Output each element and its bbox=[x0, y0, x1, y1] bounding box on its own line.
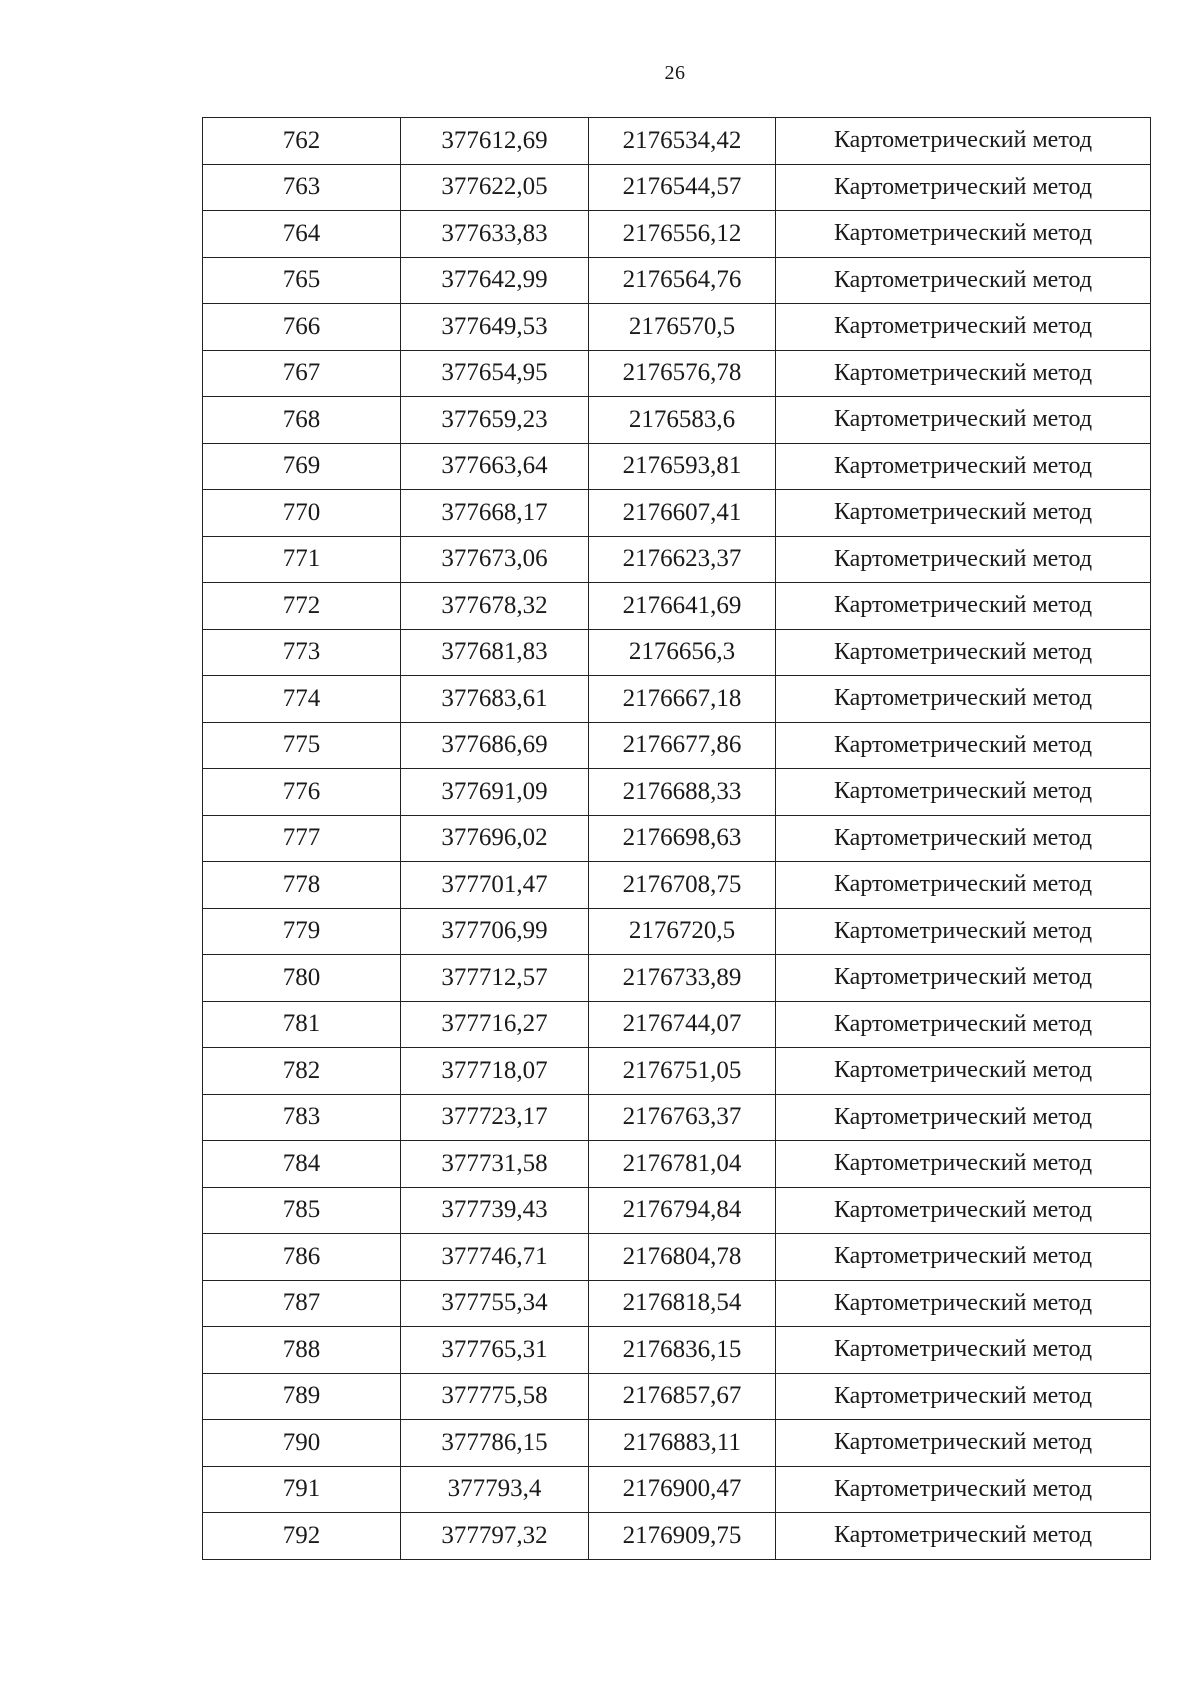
point-number-cell: 782 bbox=[203, 1048, 401, 1095]
x-coordinate-cell: 377681,83 bbox=[401, 629, 589, 676]
method-cell: Картометрический метод bbox=[776, 862, 1151, 909]
point-number-cell: 783 bbox=[203, 1094, 401, 1141]
table-row bbox=[203, 1234, 1151, 1281]
y-coordinate-cell: 2176623,37 bbox=[589, 536, 776, 583]
y-coordinate-cell: 2176751,05 bbox=[589, 1048, 776, 1095]
table-row bbox=[203, 1141, 1151, 1188]
y-coordinate-cell: 2176583,6 bbox=[589, 397, 776, 444]
method-cell: Картометрический метод bbox=[776, 1420, 1151, 1467]
table-row bbox=[203, 1327, 1151, 1374]
y-coordinate-cell: 2176818,54 bbox=[589, 1280, 776, 1327]
point-number-cell: 777 bbox=[203, 815, 401, 862]
method-cell: Картометрический метод bbox=[776, 815, 1151, 862]
y-coordinate-cell: 2176593,81 bbox=[589, 443, 776, 490]
x-coordinate-cell: 377696,02 bbox=[401, 815, 589, 862]
table-row bbox=[203, 629, 1151, 676]
point-number-cell: 772 bbox=[203, 583, 401, 630]
point-number-cell: 780 bbox=[203, 955, 401, 1002]
table-row bbox=[203, 211, 1151, 258]
method-cell: Картометрический метод bbox=[776, 1048, 1151, 1095]
table-row bbox=[203, 304, 1151, 351]
method-cell: Картометрический метод bbox=[776, 536, 1151, 583]
table-row bbox=[203, 257, 1151, 304]
x-coordinate-cell: 377654,95 bbox=[401, 350, 589, 397]
point-number-cell: 785 bbox=[203, 1187, 401, 1234]
y-coordinate-cell: 2176667,18 bbox=[589, 676, 776, 723]
point-number-cell: 766 bbox=[203, 304, 401, 351]
point-number-cell: 779 bbox=[203, 908, 401, 955]
x-coordinate-cell: 377678,32 bbox=[401, 583, 589, 630]
x-coordinate-cell: 377755,34 bbox=[401, 1280, 589, 1327]
method-cell: Картометрический метод bbox=[776, 676, 1151, 723]
method-cell: Картометрический метод bbox=[776, 1280, 1151, 1327]
y-coordinate-cell: 2176720,5 bbox=[589, 908, 776, 955]
y-coordinate-cell: 2176781,04 bbox=[589, 1141, 776, 1188]
y-coordinate-cell: 2176656,3 bbox=[589, 629, 776, 676]
point-number-cell: 769 bbox=[203, 443, 401, 490]
coordinates-table-body bbox=[203, 118, 1151, 1560]
point-number-cell: 788 bbox=[203, 1327, 401, 1374]
x-coordinate-cell: 377731,58 bbox=[401, 1141, 589, 1188]
table-row bbox=[203, 1466, 1151, 1513]
point-number-cell: 770 bbox=[203, 490, 401, 537]
y-coordinate-cell: 2176534,42 bbox=[589, 118, 776, 165]
x-coordinate-cell: 377786,15 bbox=[401, 1420, 589, 1467]
x-coordinate-cell: 377797,32 bbox=[401, 1513, 589, 1560]
y-coordinate-cell: 2176570,5 bbox=[589, 304, 776, 351]
y-coordinate-cell: 2176698,63 bbox=[589, 815, 776, 862]
table-row bbox=[203, 1001, 1151, 1048]
method-cell: Картометрический метод bbox=[776, 908, 1151, 955]
x-coordinate-cell: 377622,05 bbox=[401, 164, 589, 211]
point-number-cell: 771 bbox=[203, 536, 401, 583]
point-number-cell: 775 bbox=[203, 722, 401, 769]
table-row bbox=[203, 164, 1151, 211]
y-coordinate-cell: 2176763,37 bbox=[589, 1094, 776, 1141]
y-coordinate-cell: 2176794,84 bbox=[589, 1187, 776, 1234]
method-cell: Картометрический метод bbox=[776, 1373, 1151, 1420]
x-coordinate-cell: 377649,53 bbox=[401, 304, 589, 351]
method-cell: Картометрический метод bbox=[776, 1094, 1151, 1141]
x-coordinate-cell: 377683,61 bbox=[401, 676, 589, 723]
x-coordinate-cell: 377765,31 bbox=[401, 1327, 589, 1374]
point-number-cell: 781 bbox=[203, 1001, 401, 1048]
method-cell: Картометрический метод bbox=[776, 769, 1151, 816]
method-cell: Картометрический метод bbox=[776, 583, 1151, 630]
table-row bbox=[203, 908, 1151, 955]
table-row bbox=[203, 118, 1151, 165]
y-coordinate-cell: 2176836,15 bbox=[589, 1327, 776, 1374]
method-cell: Картометрический метод bbox=[776, 955, 1151, 1002]
x-coordinate-cell: 377686,69 bbox=[401, 722, 589, 769]
point-number-cell: 778 bbox=[203, 862, 401, 909]
method-cell: Картометрический метод bbox=[776, 118, 1151, 165]
table-row bbox=[203, 536, 1151, 583]
point-number-cell: 767 bbox=[203, 350, 401, 397]
table-row bbox=[203, 1420, 1151, 1467]
method-cell: Картометрический метод bbox=[776, 350, 1151, 397]
y-coordinate-cell: 2176576,78 bbox=[589, 350, 776, 397]
y-coordinate-cell: 2176857,67 bbox=[589, 1373, 776, 1420]
y-coordinate-cell: 2176883,11 bbox=[589, 1420, 776, 1467]
x-coordinate-cell: 377663,64 bbox=[401, 443, 589, 490]
method-cell: Картометрический метод bbox=[776, 397, 1151, 444]
y-coordinate-cell: 2176900,47 bbox=[589, 1466, 776, 1513]
y-coordinate-cell: 2176677,86 bbox=[589, 722, 776, 769]
y-coordinate-cell: 2176909,75 bbox=[589, 1513, 776, 1560]
y-coordinate-cell: 2176564,76 bbox=[589, 257, 776, 304]
method-cell: Картометрический метод bbox=[776, 211, 1151, 258]
point-number-cell: 792 bbox=[203, 1513, 401, 1560]
x-coordinate-cell: 377746,71 bbox=[401, 1234, 589, 1281]
table-row bbox=[203, 1373, 1151, 1420]
point-number-cell: 768 bbox=[203, 397, 401, 444]
point-number-cell: 784 bbox=[203, 1141, 401, 1188]
table-row bbox=[203, 1280, 1151, 1327]
y-coordinate-cell: 2176804,78 bbox=[589, 1234, 776, 1281]
method-cell: Картометрический метод bbox=[776, 1141, 1151, 1188]
x-coordinate-cell: 377718,07 bbox=[401, 1048, 589, 1095]
method-cell: Картометрический метод bbox=[776, 1466, 1151, 1513]
method-cell: Картометрический метод bbox=[776, 1327, 1151, 1374]
y-coordinate-cell: 2176733,89 bbox=[589, 955, 776, 1002]
x-coordinate-cell: 377659,23 bbox=[401, 397, 589, 444]
x-coordinate-cell: 377775,58 bbox=[401, 1373, 589, 1420]
table-row bbox=[203, 490, 1151, 537]
point-number-cell: 787 bbox=[203, 1280, 401, 1327]
y-coordinate-cell: 2176641,69 bbox=[589, 583, 776, 630]
table-row bbox=[203, 676, 1151, 723]
x-coordinate-cell: 377701,47 bbox=[401, 862, 589, 909]
table-row bbox=[203, 955, 1151, 1002]
coordinates-table bbox=[202, 117, 1151, 1560]
point-number-cell: 774 bbox=[203, 676, 401, 723]
point-number-cell: 790 bbox=[203, 1420, 401, 1467]
table-row bbox=[203, 1187, 1151, 1234]
method-cell: Картометрический метод bbox=[776, 304, 1151, 351]
table-row bbox=[203, 1513, 1151, 1560]
x-coordinate-cell: 377706,99 bbox=[401, 908, 589, 955]
y-coordinate-cell: 2176744,07 bbox=[589, 1001, 776, 1048]
point-number-cell: 786 bbox=[203, 1234, 401, 1281]
x-coordinate-cell: 377612,69 bbox=[401, 118, 589, 165]
x-coordinate-cell: 377793,4 bbox=[401, 1466, 589, 1513]
y-coordinate-cell: 2176607,41 bbox=[589, 490, 776, 537]
x-coordinate-cell: 377712,57 bbox=[401, 955, 589, 1002]
method-cell: Картометрический метод bbox=[776, 629, 1151, 676]
method-cell: Картометрический метод bbox=[776, 443, 1151, 490]
table-row bbox=[203, 583, 1151, 630]
method-cell: Картометрический метод bbox=[776, 164, 1151, 211]
x-coordinate-cell: 377723,17 bbox=[401, 1094, 589, 1141]
table-row bbox=[203, 862, 1151, 909]
point-number-cell: 789 bbox=[203, 1373, 401, 1420]
x-coordinate-cell: 377691,09 bbox=[401, 769, 589, 816]
method-cell: Картометрический метод bbox=[776, 1513, 1151, 1560]
method-cell: Картометрический метод bbox=[776, 490, 1151, 537]
table-row bbox=[203, 769, 1151, 816]
x-coordinate-cell: 377668,17 bbox=[401, 490, 589, 537]
x-coordinate-cell: 377633,83 bbox=[401, 211, 589, 258]
table-row bbox=[203, 1048, 1151, 1095]
table-row bbox=[203, 1094, 1151, 1141]
page-number: 26 bbox=[664, 62, 686, 84]
y-coordinate-cell: 2176544,57 bbox=[589, 164, 776, 211]
y-coordinate-cell: 2176556,12 bbox=[589, 211, 776, 258]
y-coordinate-cell: 2176708,75 bbox=[589, 862, 776, 909]
method-cell: Картометрический метод bbox=[776, 722, 1151, 769]
table-row bbox=[203, 815, 1151, 862]
point-number-cell: 763 bbox=[203, 164, 401, 211]
table-row bbox=[203, 722, 1151, 769]
method-cell: Картометрический метод bbox=[776, 1187, 1151, 1234]
x-coordinate-cell: 377642,99 bbox=[401, 257, 589, 304]
table-row bbox=[203, 350, 1151, 397]
point-number-cell: 773 bbox=[203, 629, 401, 676]
x-coordinate-cell: 377739,43 bbox=[401, 1187, 589, 1234]
y-coordinate-cell: 2176688,33 bbox=[589, 769, 776, 816]
point-number-cell: 762 bbox=[203, 118, 401, 165]
point-number-cell: 765 bbox=[203, 257, 401, 304]
method-cell: Картометрический метод bbox=[776, 1001, 1151, 1048]
table-row bbox=[203, 397, 1151, 444]
table-row bbox=[203, 443, 1151, 490]
x-coordinate-cell: 377716,27 bbox=[401, 1001, 589, 1048]
point-number-cell: 791 bbox=[203, 1466, 401, 1513]
method-cell: Картометрический метод bbox=[776, 257, 1151, 304]
point-number-cell: 776 bbox=[203, 769, 401, 816]
method-cell: Картометрический метод bbox=[776, 1234, 1151, 1281]
point-number-cell: 764 bbox=[203, 211, 401, 258]
x-coordinate-cell: 377673,06 bbox=[401, 536, 589, 583]
